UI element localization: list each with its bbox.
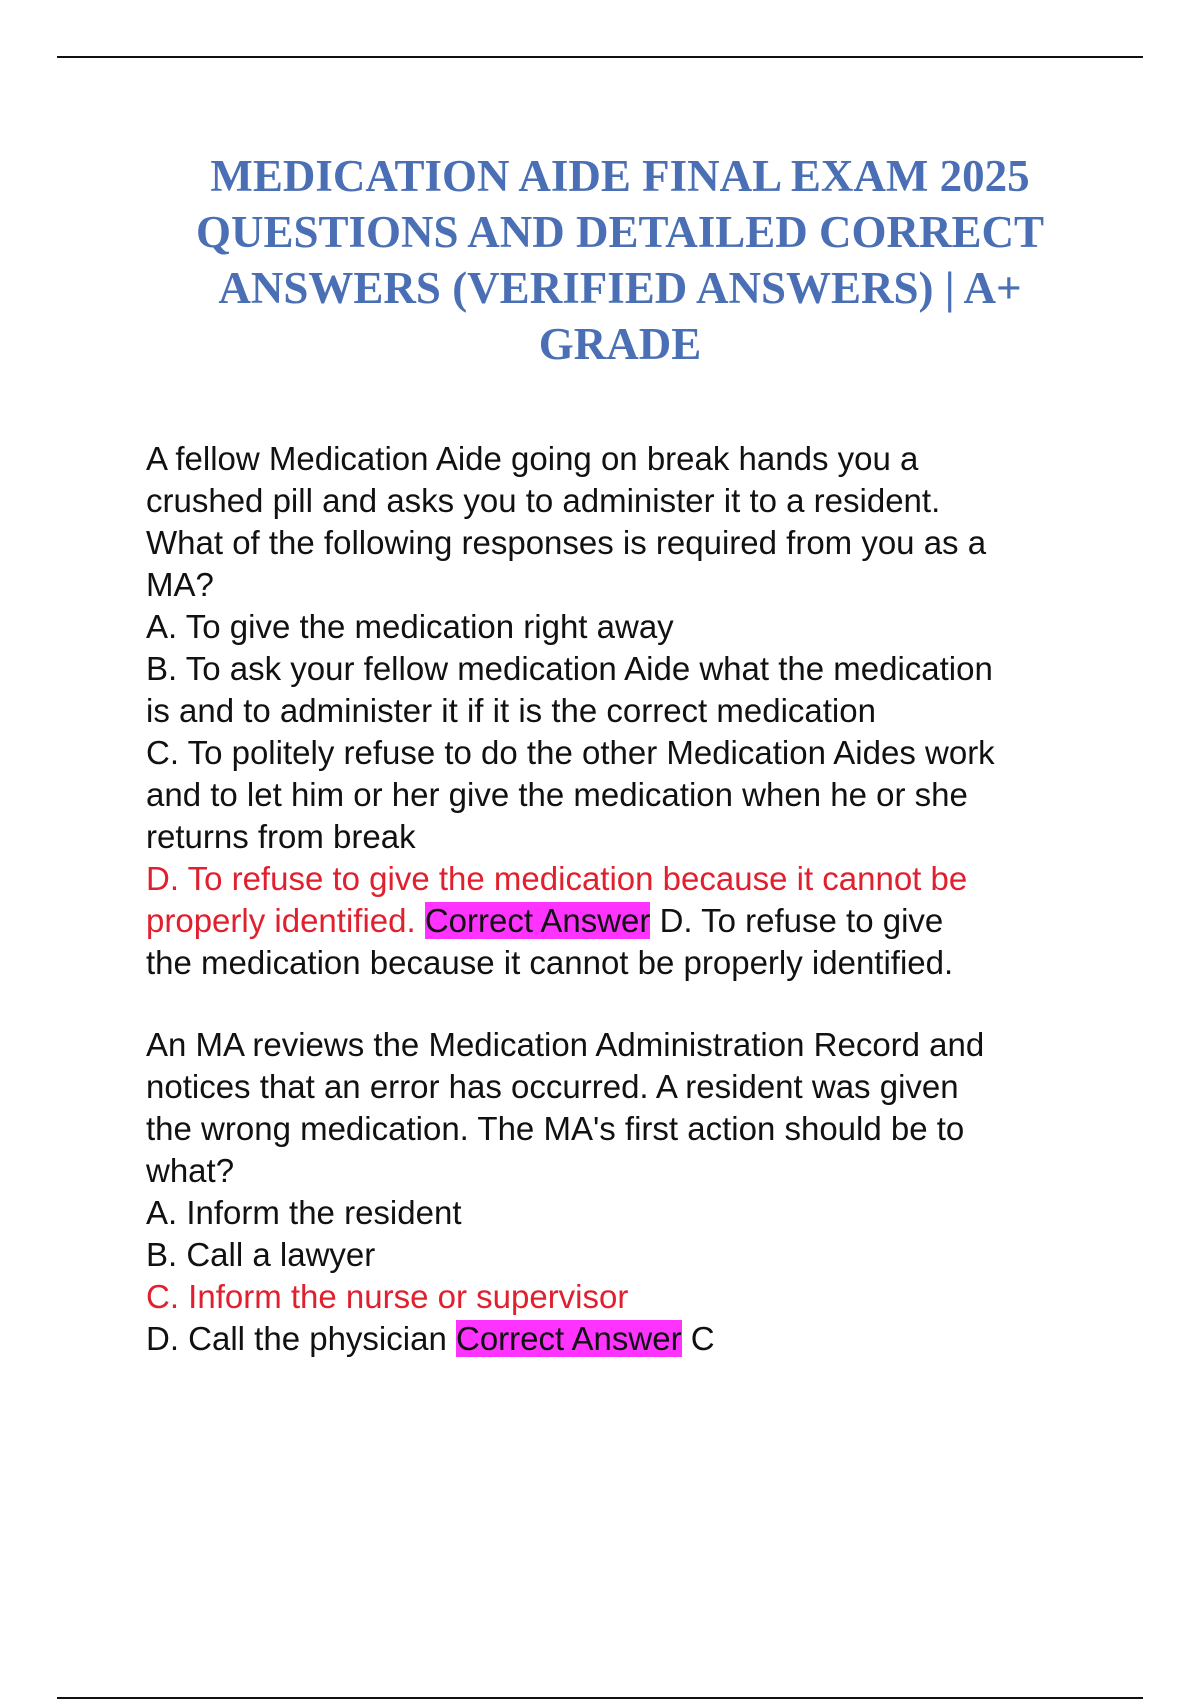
q1-option-a: A. To give the medication right away <box>146 608 674 645</box>
title-line-3: ANSWERS (VERIFIED ANSWERS) | A+ <box>218 263 1022 313</box>
q1-option-c-line-1: C. To politely refuse to do the other Medication Aides work <box>146 734 995 771</box>
title-line-1: MEDICATION AIDE FINAL EXAM 2025 <box>210 151 1030 201</box>
question-block-2 <box>146 1024 1146 1360</box>
question-block-1 <box>146 438 1146 984</box>
q1-answer-text-line-2: the medication because it cannot be properly identified. <box>146 944 954 981</box>
title-line-4: GRADE <box>538 319 702 369</box>
q1-correct-answer-label: Correct Answer <box>424 902 651 939</box>
q2-answer-text: C <box>681 1320 715 1357</box>
question-spacer <box>146 984 1146 1024</box>
document-body <box>146 438 1146 1360</box>
q1-answer-text-line-1: D. To refuse to give <box>650 902 944 939</box>
q2-option-d: D. Call the physician <box>146 1320 456 1357</box>
q1-question-line-4: MA? <box>146 566 214 603</box>
q2-option-c: C. Inform the nurse or supervisor <box>146 1278 629 1315</box>
q1-question-line-2: crushed pill and asks you to administer it to a resident. <box>146 482 941 519</box>
q2-option-a: A. Inform the resident <box>146 1194 462 1231</box>
q1-question-line-3: What of the following responses is required from you as a <box>146 524 987 561</box>
q2-option-b: B. Call a lawyer <box>146 1236 376 1273</box>
q1-option-d-line-1: D. To refuse to give the medication because it cannot be <box>146 860 968 897</box>
q1-option-c-line-3: returns from break <box>146 818 416 855</box>
q2-correct-answer-label: Correct Answer <box>455 1320 682 1357</box>
document-title <box>110 148 1130 372</box>
q1-option-b-line-2: is and to administer it if it is the correct medication <box>146 692 876 729</box>
q2-question-line-3: the wrong medication. The MA's first action should be to <box>146 1110 965 1147</box>
q2-question-line-1: An MA reviews the Medication Administration Record and <box>146 1026 985 1063</box>
bottom-rule <box>57 1697 1143 1699</box>
q1-option-d-line-2: properly identified. <box>146 902 416 939</box>
title-line-2: QUESTIONS AND DETAILED CORRECT <box>195 207 1045 257</box>
q2-question-line-4: what? <box>146 1152 235 1189</box>
q1-answer-line <box>146 900 1146 942</box>
q2-answer-line <box>146 1318 1146 1360</box>
q1-option-b-line-1: B. To ask your fellow medication Aide what the medication <box>146 650 993 687</box>
q1-question-line-1: A fellow Medication Aide going on break hands you a <box>146 440 919 477</box>
top-rule <box>57 56 1143 58</box>
q2-question-line-2: notices that an error has occurred. A resident was given <box>146 1068 959 1105</box>
q1-option-c-line-2: and to let him or her give the medication when he or she <box>146 776 968 813</box>
